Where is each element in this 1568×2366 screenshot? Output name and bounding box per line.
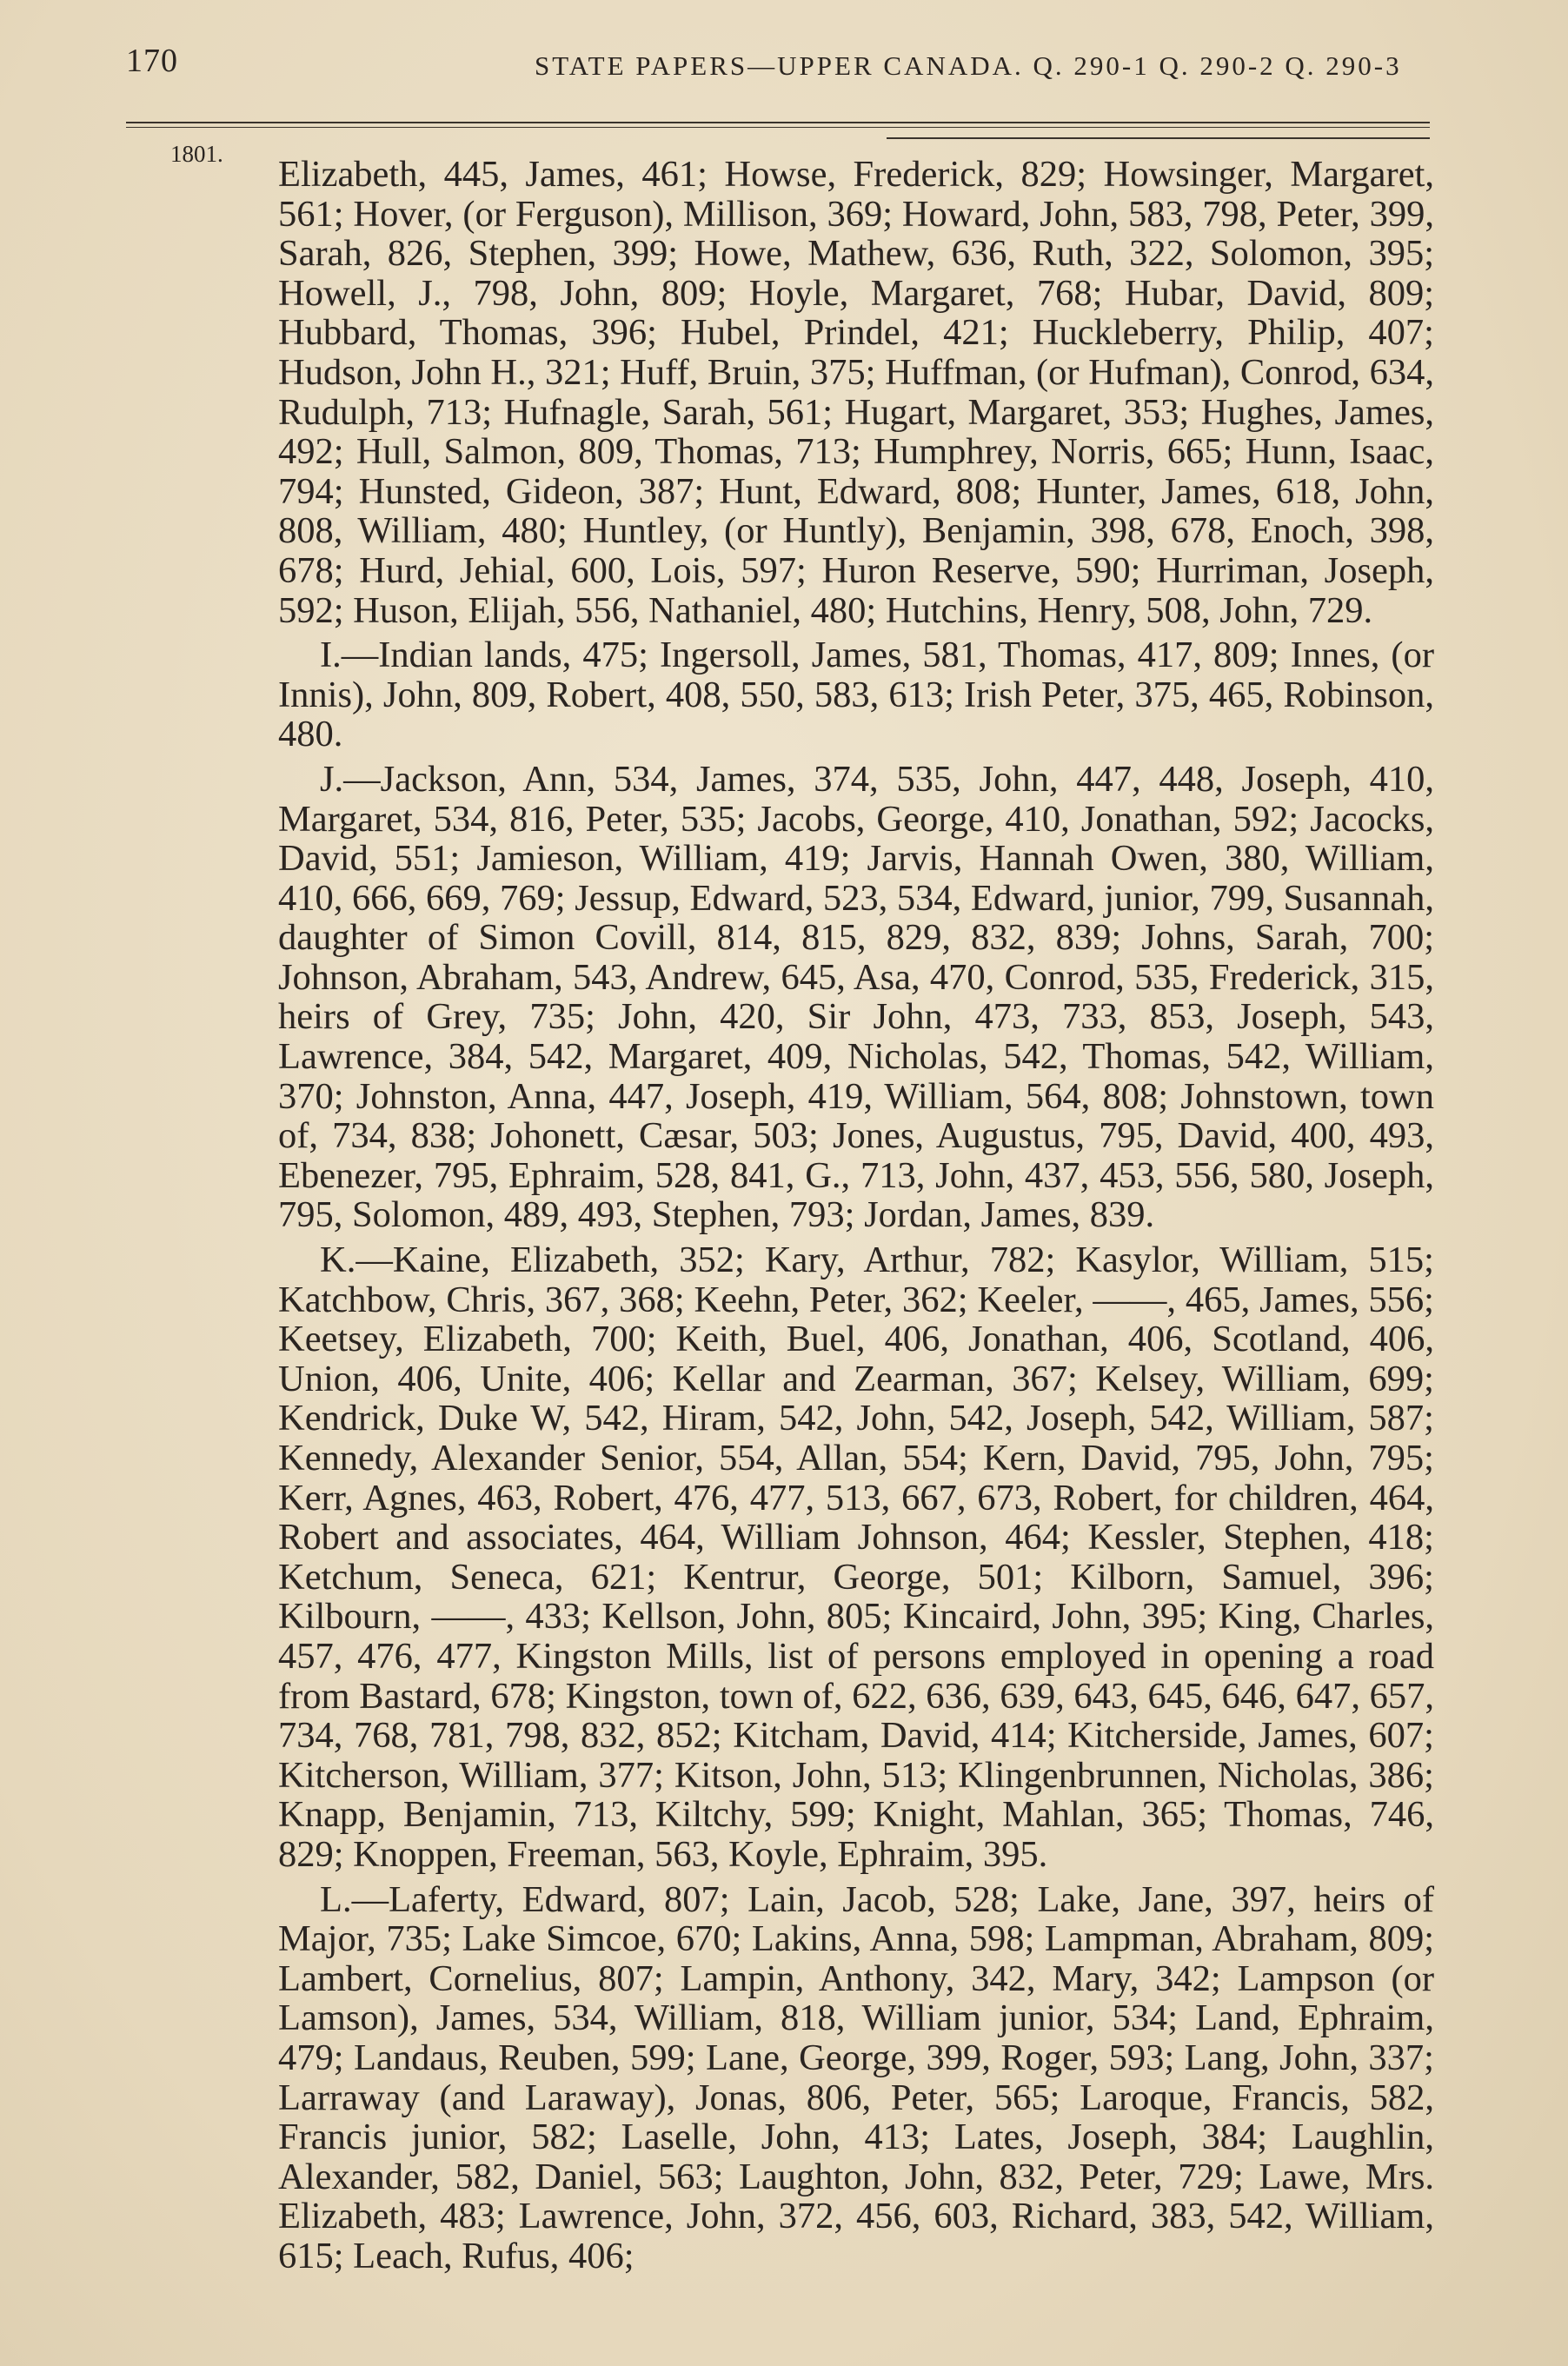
header-rule-thin	[126, 127, 1430, 128]
index-paragraph-h: Elizabeth, 445, James, 461; Howse, Frederick, 829; Howsinger, Margaret, 561; Hover, (or Ferguson), Millison, 369; Howard, John, 583, 798, Peter, 399, Sarah, 826, Stephen, 399; Howe, Mathew, 636, Ruth, 322, Solomon, 395; Howell, J., 798, John, 809; Hoyle, Margaret, 768; Hubar, David, 809; Hubbard, Thomas, 396; Hubel, Prindel, 421; Huckleberry, Philip, 407; Hudson, John H., 321; Huff, Bruin, 375; Huffman, (or Hufman), Conrod, 634, Rudulph, 713; Hufnagle, Sarah, 561; Hugart, Margaret, 353; Hughes, James, 492; Hull, Salmon, 809, Thomas, 713; Humphrey, Norris, 665; Hunn, Isaac, 794; Hunsted, Gideon, 387; Hunt, Edward, 808; Hunter, James, 618, John, 808, William, 480; Huntley, (or Huntly), Benjamin, 398, 678, Enoch, 398, 678; Hurd, Jehial, 600, Lois, 597; Huron Reserve, 590; Hurriman, Joseph, 592; Huson, Elijah, 556, Nathaniel, 480; Hutchins, Henry, 508, John, 729.	[278, 154, 1434, 631]
page-number: 170	[126, 43, 178, 79]
header-rule-short	[887, 137, 1430, 139]
index-paragraph-k: K.—Kaine, Elizabeth, 352; Kary, Arthur, 782; Kasylor, William, 515; Katchbow, Chris, 367, 368; Keehn, Peter, 362; Keeler, ——, 465, James, 556; Keetsey, Elizabeth, 700; Keith, Buel, 406, Jonathan, 406, Scotland, 406, Union, 406, Unite, 406; Kellar and Zearman, 367; Kelsey, William, 699; Kendrick, Duke W, 542, Hiram, 542, John, 542, Joseph, 542, William, 587; Kennedy, Alexander Senior, 554, Allan, 554; Kern, David, 795, John, 795; Kerr, Agnes, 463, Robert, 476, 477, 513, 667, 673, Robert, for children, 464, Robert and associates, 464, William Johnson, 464; Kessler, Stephen, 418; Ketchum, Seneca, 621; Kentrur, George, 501; Kilborn, Samuel, 396; Kilbourn, ——, 433; Kellson, John, 805; Kincaird, John, 395; King, Charles, 457, 476, 477, Kingston Mills, list of persons employed in opening a road from Bastard, 678; Kingston, town of, 622, 636, 639, 643, 645, 646, 647, 657, 734, 768, 781, 798, 832, 852; Kitcham, David, 414; Kitcherside, James, 607; Kitcherson, William, 377; Kitson, John, 513; Klingenbrunnen, Nicholas, 386; Knapp, Benjamin, 713, Kiltchy, 599; Knight, Mahlan, 365; Thomas, 746, 829; Knoppen, Freeman, 563, Koyle, Ephraim, 395.	[278, 1239, 1434, 1875]
margin-year: 1801.	[170, 141, 223, 167]
index-text	[278, 155, 1434, 2281]
page-header	[126, 42, 1447, 94]
header-rule-thick	[126, 122, 1430, 123]
running-head: STATE PAPERS—UPPER CANADA. Q. 290-1 Q. 290-2 Q. 290-3	[535, 50, 1402, 81]
index-paragraph-j: J.—Jackson, Ann, 534, James, 374, 535, John, 447, 448, Joseph, 410, Margaret, 534, 816, Peter, 535; Jacobs, George, 410, Jonathan, 592; Jacocks, David, 551; Jamieson, William, 419; Jarvis, Hannah Owen, 380, William, 410, 666, 669, 769; Jessup, Edward, 523, 534, Edward, junior, 799, Susannah, daughter of Simon Covill, 814, 815, 829, 832, 839; Johns, Sarah, 700; Johnson, Abraham, 543, Andrew, 645, Asa, 470, Conrod, 535, Frederick, 315, heirs of Grey, 735; John, 420, Sir John, 473, 733, 853, Joseph, 543, Lawrence, 384, 542, Margaret, 409, Nicholas, 542, Thomas, 542, William, 370; Johnston, Anna, 447, Joseph, 419, William, 564, 808; Johnstown, town of, 734, 838; Johonett, Cæsar, 503; Jones, Augustus, 795, David, 400, 493, Ebenezer, 795, Ephraim, 528, 841, G., 713, John, 437, 453, 556, 580, Joseph, 795, Solomon, 489, 493, Stephen, 793; Jordan, James, 839.	[278, 758, 1434, 1236]
index-paragraph-i: I.—Indian lands, 475; Ingersoll, James, 581, Thomas, 417, 809; Innes, (or Innis), John, 809, Robert, 408, 550, 583, 613; Irish Peter, 375, 465, Robinson, 480.	[278, 635, 1434, 755]
index-paragraph-l: L.—Laferty, Edward, 807; Lain, Jacob, 528; Lake, Jane, 397, heirs of Major, 735; Lake Simcoe, 670; Lakins, Anna, 598; Lampman, Abraham, 809; Lambert, Cornelius, 807; Lampin, Anthony, 342, Mary, 342; Lampson (or Lamson), James, 534, William, 818, William junior, 534; Land, Ephraim, 479; Landaus, Reuben, 599; Lane, George, 399, Roger, 593; Lang, John, 337; Larraway (and Laraway), Jonas, 806, Peter, 565; Laroque, Francis, 582, Francis junior, 582; Laselle, John, 413; Lates, Joseph, 384; Laughlin, Alexander, 582, Daniel, 563; Laughton, John, 832, Peter, 729; Lawe, Mrs. Elizabeth, 483; Lawrence, John, 372, 456, 603, Richard, 383, 542, William, 615; Leach, Rufus, 406;	[278, 1878, 1434, 2276]
